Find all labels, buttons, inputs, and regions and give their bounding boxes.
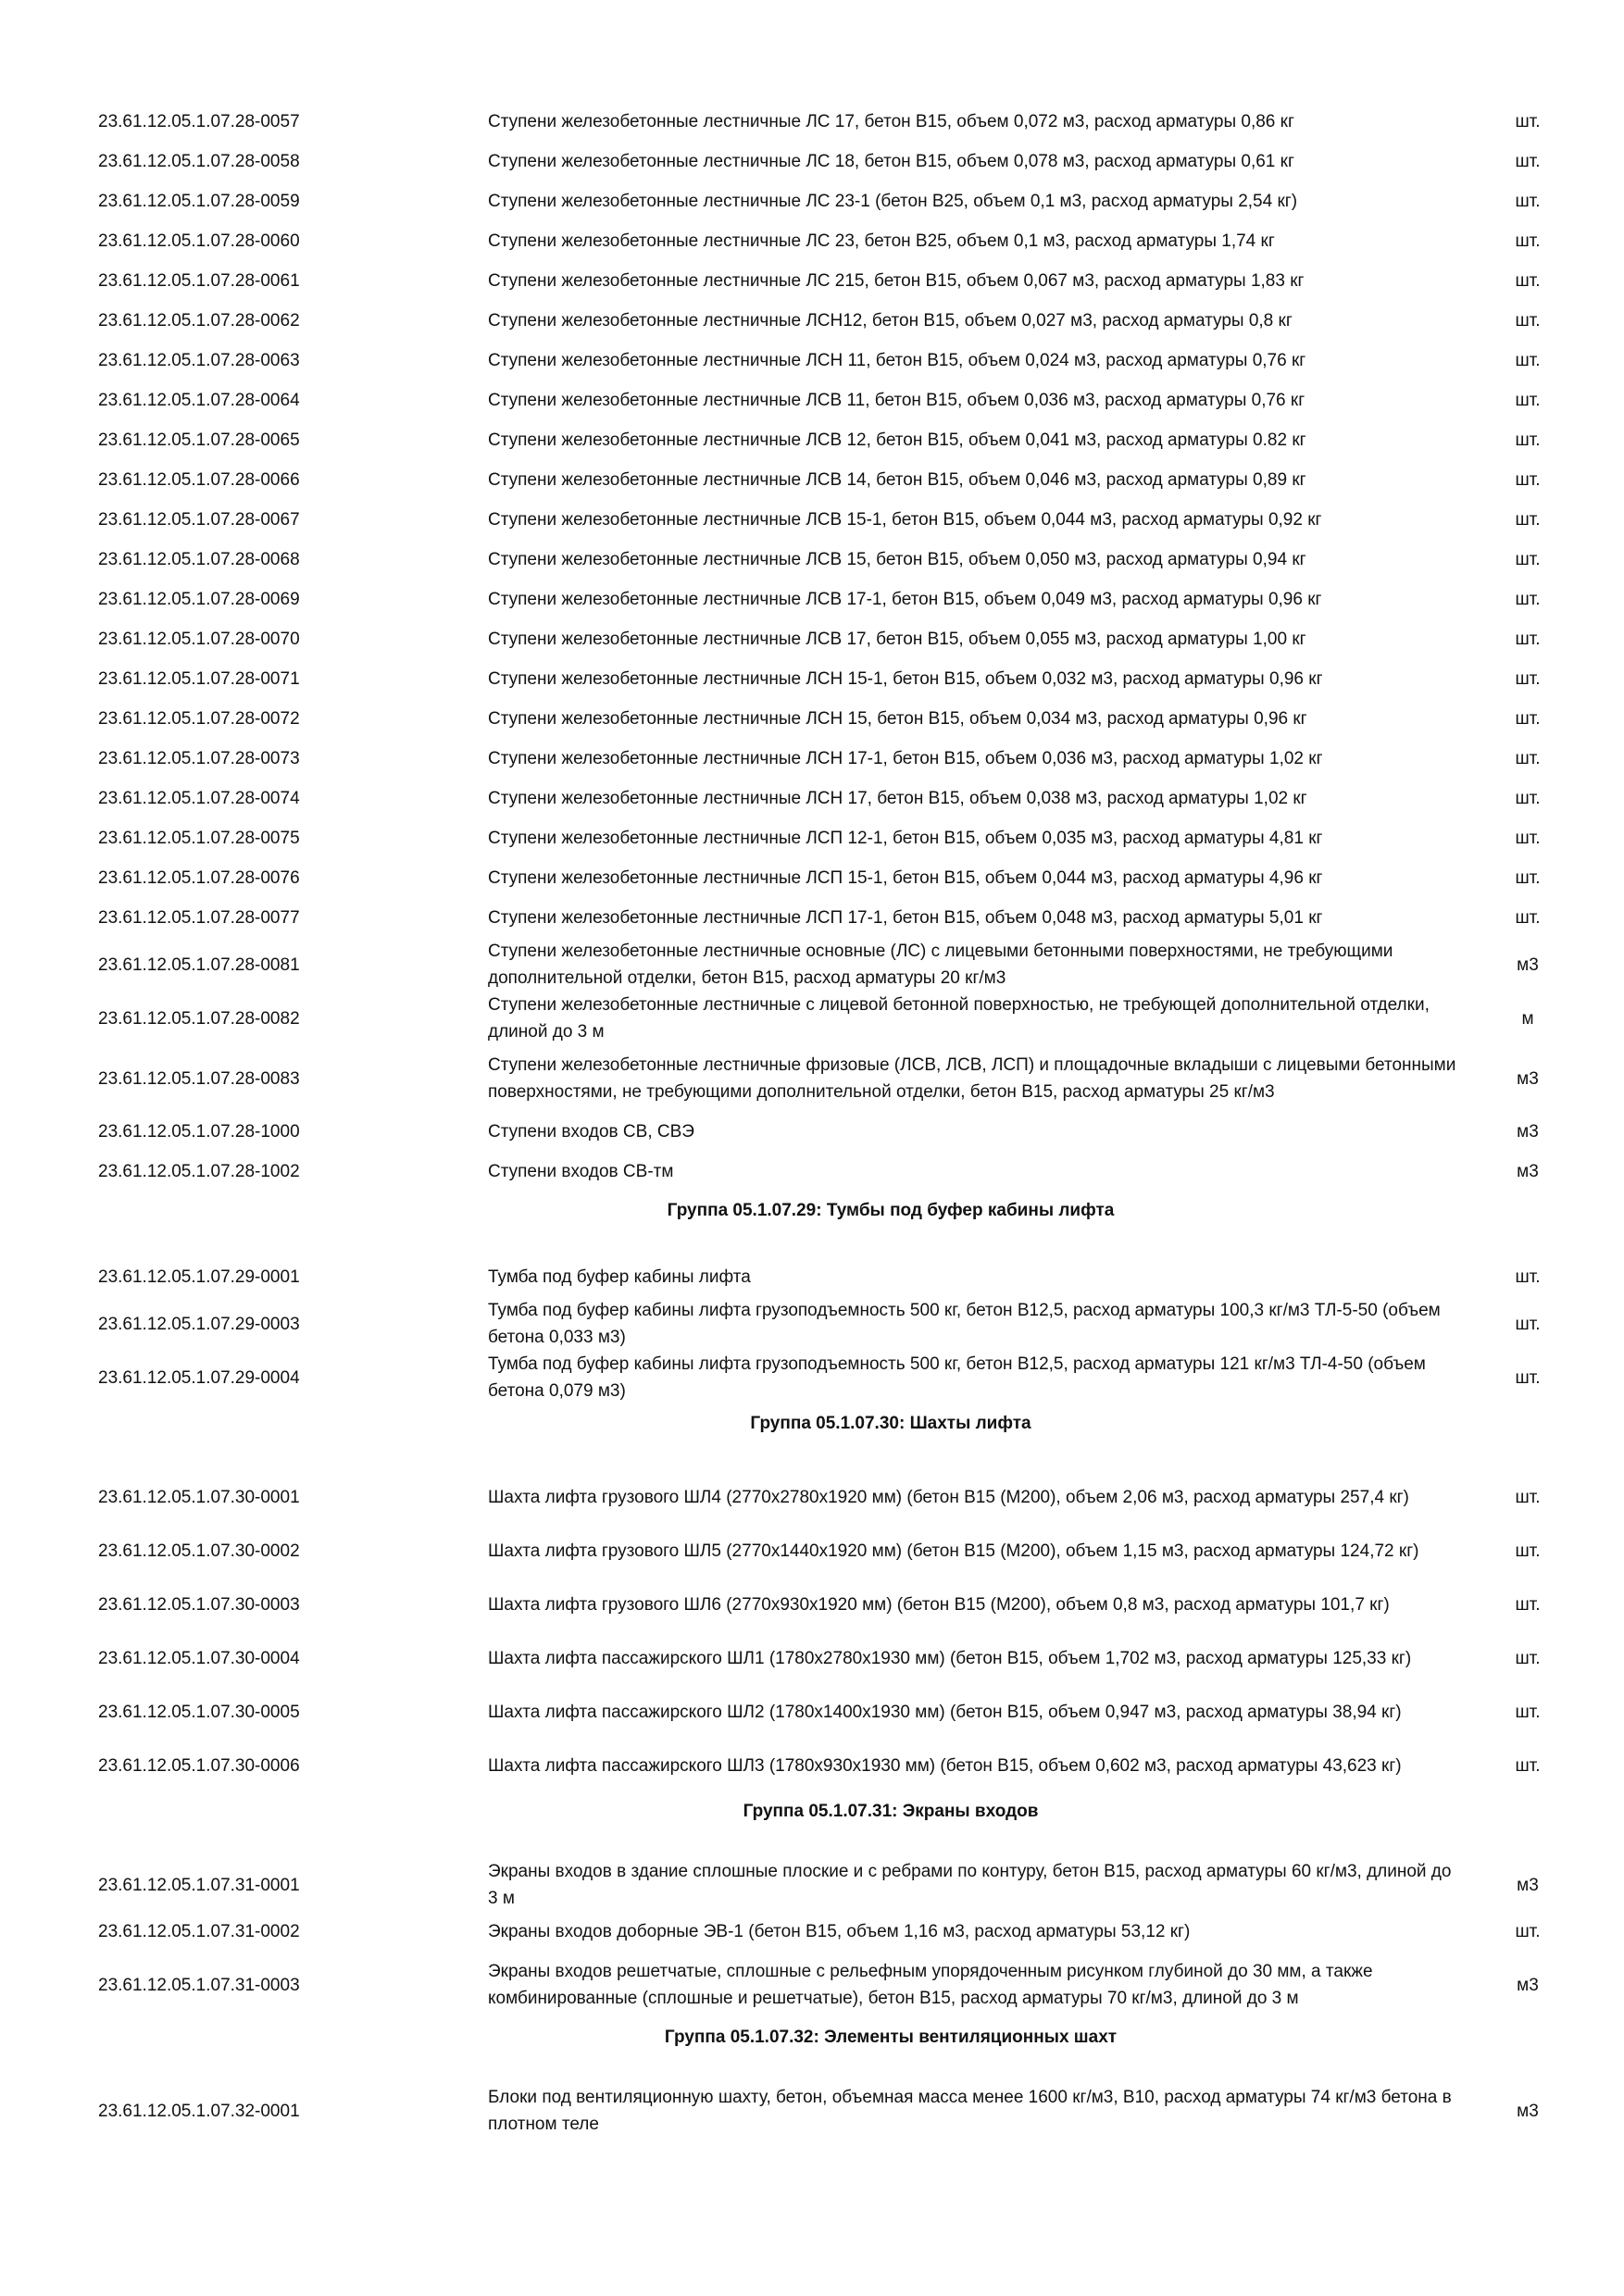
item-code: 23.61.12.05.1.07.28-0072	[98, 709, 300, 729]
item-description: Ступени железобетонные лестничные основные (ЛС) с лицевыми бетонными поверхностями, не требующими дополнительной отделки, бетон B15, расход арматуры 20 кг/м3	[488, 942, 1393, 988]
item-unit: шт.	[1515, 391, 1541, 410]
table-row	[0, 500, 1624, 540]
item-description: Ступени железобетонные лестничные ЛСН12, бетон B15, объем 0,027 м3, расход арматуры 0,8 кг	[488, 311, 1293, 331]
item-code: 23.61.12.05.1.07.30-0002	[98, 1541, 300, 1561]
item-unit: м	[1521, 1008, 1534, 1029]
item-unit: м3	[1517, 1122, 1539, 1142]
item-unit: шт.	[1515, 470, 1541, 490]
item-code: 23.61.12.05.1.07.28-0060	[98, 231, 300, 251]
item-code: 23.61.12.05.1.07.28-1000	[98, 1122, 300, 1142]
group-heading: Группа 05.1.07.32: Элементы вентиляционных шахт	[664, 2028, 1118, 2047]
item-unit: шт.	[1515, 311, 1541, 331]
item-unit: шт.	[1515, 829, 1541, 848]
item-description: Ступени железобетонные лестничные ЛСВ 17, бетон B15, объем 0,055 м3, расход арматуры 1,00 кг	[488, 630, 1306, 649]
table-row	[0, 420, 1624, 460]
item-description: Ступени железобетонные лестничные ЛСВ 17-1, бетон B15, объем 0,049 м3, расход арматуры 0,96 кг	[488, 590, 1322, 609]
item-unit: шт.	[1515, 1267, 1541, 1287]
item-code: 23.61.12.05.1.07.31-0002	[98, 1922, 300, 1941]
item-unit: шт.	[1515, 231, 1541, 251]
item-description: Шахта лифта пассажирского ШЛ3 (1780х930х1930 мм) (бетон B15, объем 0,602 м3, расход арматуры 43,623 кг)	[488, 1755, 1402, 1776]
item-code: 23.61.12.05.1.07.29-0001	[98, 1267, 300, 1287]
item-unit: шт.	[1515, 1594, 1541, 1615]
item-description: Ступени железобетонные лестничные ЛС 23, бетон B25, объем 0,1 м3, расход арматуры 1,74 кг	[488, 231, 1275, 251]
item-code: 23.61.12.05.1.07.28-0068	[98, 550, 300, 569]
item-code: 23.61.12.05.1.07.28-0069	[98, 590, 300, 609]
item-code: 23.61.12.05.1.07.32-0001	[98, 2101, 300, 2121]
table-row	[0, 619, 1624, 659]
table-row	[0, 460, 1624, 500]
item-unit: шт.	[1515, 430, 1541, 450]
item-description: Шахта лифта грузового ШЛ6 (2770х930х1920 мм) (бетон B15 (М200), объем 0,8 м3, расход арматуры 101,7 кг)	[488, 1594, 1390, 1615]
item-code: 23.61.12.05.1.07.28-0066	[98, 470, 300, 490]
table-row	[0, 580, 1624, 619]
item-code: 23.61.12.05.1.07.28-0059	[98, 192, 300, 211]
group-heading: Группа 05.1.07.30: Шахты лифта	[750, 1414, 1031, 1433]
table-row	[0, 1351, 1624, 1404]
table-row	[0, 1912, 1624, 1952]
item-description: Шахта лифта грузового ШЛ5 (2770х1440х1920 мм) (бетон B15 (М200), объем 1,15 м3, расход арматуры 124,72 кг)	[488, 1541, 1419, 1561]
item-description: Ступени железобетонные лестничные ЛСН 17, бетон B15, объем 0,038 м3, расход арматуры 1,02 кг	[488, 789, 1307, 808]
item-description: Ступени железобетонные лестничные ЛСН 15, бетон B15, объем 0,034 м3, расход арматуры 0,96 кг	[488, 709, 1307, 729]
group-heading: Группа 05.1.07.31: Экраны входов	[743, 1802, 1039, 1821]
table-row	[0, 779, 1624, 818]
item-unit: шт.	[1515, 1648, 1541, 1668]
item-description: Ступени железобетонные лестничные ЛСП 15-1, бетон B15, объем 0,044 м3, расход арматуры 4,96 кг	[488, 868, 1323, 888]
item-code: 23.61.12.05.1.07.28-0070	[98, 630, 300, 649]
group-heading-row	[0, 1798, 1624, 1852]
item-unit: м3	[1517, 1875, 1539, 1895]
item-unit: м3	[1517, 2101, 1539, 2121]
item-description: Ступени железобетонные лестничные ЛСП 17-1, бетон B15, объем 0,048 м3, расход арматуры 5,01 кг	[488, 908, 1323, 928]
group-heading-row	[0, 1410, 1624, 1464]
group-heading-row	[0, 1197, 1624, 1251]
table-row	[0, 221, 1624, 261]
item-code: 23.61.12.05.1.07.28-0082	[98, 1008, 300, 1029]
item-description: Экраны входов в здание сплошные плоские и с ребрами по контуру, бетон B15, расход арматуры 60 кг/м3, длиной до 3 м	[488, 1862, 1452, 1908]
item-description: Ступени железобетонные лестничные ЛСВ 11, бетон B15, объем 0,036 м3, расход арматуры 0,76 кг	[488, 391, 1305, 410]
item-description: Ступени железобетонные лестничные ЛСН 11, бетон B15, объем 0,024 м3, расход арматуры 0,76 кг	[488, 351, 1306, 370]
item-description: Ступени железобетонные лестничные ЛС 215, бетон B15, объем 0,067 м3, расход арматуры 1,83 кг	[488, 271, 1305, 291]
item-description: Ступени железобетонные лестничные ЛСВ 12, бетон B15, объем 0,041 м3, расход арматуры 0.82 кг	[488, 430, 1306, 450]
item-unit: м3	[1517, 955, 1539, 975]
table-row	[0, 699, 1624, 739]
item-code: 23.61.12.05.1.07.28-0064	[98, 391, 300, 410]
item-code: 23.61.12.05.1.07.31-0003	[98, 1975, 300, 1995]
item-description: Ступени входов СВ, СВЭ	[488, 1122, 694, 1142]
item-description: Ступени железобетонные лестничные ЛС 18, бетон B15, объем 0,078 м3, расход арматуры 0,61 кг	[488, 152, 1294, 171]
table-row	[0, 261, 1624, 301]
item-description: Ступени железобетонные лестничные ЛСН 17-1, бетон B15, объем 0,036 м3, расход арматуры 1,02 кг	[488, 749, 1323, 768]
table-row	[0, 1152, 1624, 1192]
item-description: Тумба под буфер кабины лифта грузоподъемность 500 кг, бетон B12,5, расход арматуры 100,3 кг/м3 ТЛ-5-50 (объем бетона 0,033 м3)	[488, 1301, 1441, 1347]
item-unit: шт.	[1515, 1541, 1541, 1561]
item-unit: шт.	[1515, 669, 1541, 689]
item-unit: шт.	[1515, 709, 1541, 729]
item-code: 23.61.12.05.1.07.30-0003	[98, 1594, 300, 1615]
item-description: Ступени железобетонные лестничные фризовые (ЛСВ, ЛСВ, ЛСП) и площадочные вкладыши с лицевыми бетонными поверхностями, не требующими дополнительной отделки, бетон B15, расход арматуры 25 кг/м3	[488, 1055, 1456, 1102]
item-code: 23.61.12.05.1.07.28-0057	[98, 112, 300, 131]
item-description: Экраны входов доборные ЭВ-1 (бетон B15, объем 1,16 м3, расход арматуры 53,12 кг)	[488, 1922, 1191, 1941]
item-code: 23.61.12.05.1.07.30-0006	[98, 1755, 300, 1776]
table-row	[0, 1952, 1624, 2018]
item-code: 23.61.12.05.1.07.28-0073	[98, 749, 300, 768]
item-code: 23.61.12.05.1.07.28-0067	[98, 510, 300, 530]
item-description: Блоки под вентиляционную шахту, бетон, объемная масса менее 1600 кг/м3, B10, расход арматуры 74 кг/м3 бетона в плотном теле	[488, 2088, 1452, 2134]
item-description: Ступени железобетонные лестничные ЛС 23-1 (бетон B25, объем 0,1 м3, расход арматуры 2,54 кг)	[488, 192, 1298, 211]
table-row	[0, 1858, 1624, 1912]
item-code: 23.61.12.05.1.07.29-0004	[98, 1367, 300, 1388]
item-unit: шт.	[1515, 510, 1541, 530]
table-row	[0, 540, 1624, 580]
item-description: Ступени железобетонные лестничные ЛСН 15-1, бетон B15, объем 0,032 м3, расход арматуры 0,96 кг	[488, 669, 1323, 689]
item-code: 23.61.12.05.1.07.28-0062	[98, 311, 300, 331]
item-description: Ступени железобетонные лестничные ЛСВ 15-1, бетон B15, объем 0,044 м3, расход арматуры 0,92 кг	[488, 510, 1322, 530]
item-description: Шахта лифта пассажирского ШЛ1 (1780х2780х1930 мм) (бетон B15, объем 1,702 м3, расход арматуры 125,33 кг)	[488, 1648, 1412, 1668]
table-row	[0, 2084, 1624, 2138]
table-row	[0, 142, 1624, 181]
item-description: Шахта лифта пассажирского ШЛ2 (1780х1400х1930 мм) (бетон B15, объем 0,947 м3, расход арматуры 38,94 кг)	[488, 1702, 1402, 1722]
table-row	[0, 1524, 1624, 1578]
item-unit: шт.	[1515, 630, 1541, 649]
table-row	[0, 1112, 1624, 1152]
item-code: 23.61.12.05.1.07.28-0061	[98, 271, 300, 291]
item-unit: шт.	[1515, 271, 1541, 291]
item-code: 23.61.12.05.1.07.28-0074	[98, 789, 300, 808]
item-code: 23.61.12.05.1.07.28-0071	[98, 669, 300, 689]
item-code: 23.61.12.05.1.07.29-0003	[98, 1314, 300, 1334]
table-row	[0, 1297, 1624, 1351]
item-code: 23.61.12.05.1.07.28-0058	[98, 152, 300, 171]
item-description: Ступени железобетонные лестничные ЛСП 12-1, бетон B15, объем 0,035 м3, расход арматуры 4,81 кг	[488, 829, 1323, 848]
item-unit: шт.	[1515, 1755, 1541, 1776]
item-unit: шт.	[1515, 1314, 1541, 1334]
item-unit: шт.	[1515, 152, 1541, 171]
table-row	[0, 898, 1624, 938]
item-code: 23.61.12.05.1.07.28-1002	[98, 1162, 300, 1181]
item-unit: шт.	[1515, 749, 1541, 768]
item-description: Тумба под буфер кабины лифта грузоподъемность 500 кг, бетон B12,5, расход арматуры 121 кг/м3 ТЛ-4-50 (объем бетона 0,079 м3)	[488, 1354, 1426, 1401]
item-description: Ступени железобетонные лестничные ЛС 17, бетон B15, объем 0,072 м3, расход арматуры 0,86 кг	[488, 112, 1294, 131]
table-row	[0, 739, 1624, 779]
table-row	[0, 659, 1624, 699]
item-unit: шт.	[1515, 789, 1541, 808]
item-unit: шт.	[1515, 192, 1541, 211]
table-row	[0, 1578, 1624, 1631]
item-code: 23.61.12.05.1.07.28-0075	[98, 829, 300, 848]
item-description: Ступени железобетонные лестничные с лицевой бетонной поверхностью, не требующей дополнительной отделки, длиной до 3 м	[488, 995, 1430, 1042]
item-unit: шт.	[1515, 1487, 1541, 1507]
item-unit: шт.	[1515, 112, 1541, 131]
item-unit: м3	[1517, 1068, 1539, 1089]
item-unit: шт.	[1515, 1922, 1541, 1941]
table-row	[0, 938, 1624, 992]
item-unit: шт.	[1515, 1367, 1541, 1388]
table-row	[0, 381, 1624, 420]
group-heading: Группа 05.1.07.29: Тумбы под буфер кабины лифта	[667, 1201, 1115, 1220]
item-unit: шт.	[1515, 908, 1541, 928]
item-code: 23.61.12.05.1.07.30-0001	[98, 1487, 300, 1507]
table-row	[0, 1045, 1624, 1112]
item-unit: шт.	[1515, 590, 1541, 609]
table-row	[0, 992, 1624, 1045]
item-unit: шт.	[1515, 550, 1541, 569]
item-description: Ступени железобетонные лестничные ЛСВ 14, бетон B15, объем 0,046 м3, расход арматуры 0,89 кг	[488, 470, 1306, 490]
item-unit: шт.	[1515, 868, 1541, 888]
item-description: Тумба под буфер кабины лифта	[488, 1267, 751, 1287]
table-row	[0, 1257, 1624, 1297]
item-code: 23.61.12.05.1.07.28-0077	[98, 908, 300, 928]
item-description: Ступени железобетонные лестничные ЛСВ 15, бетон B15, объем 0,050 м3, расход арматуры 0,94 кг	[488, 550, 1306, 569]
table-row	[0, 181, 1624, 221]
table-row	[0, 1685, 1624, 1739]
item-code: 23.61.12.05.1.07.28-0083	[98, 1068, 300, 1089]
table-row	[0, 818, 1624, 858]
item-unit: шт.	[1515, 351, 1541, 370]
table-row	[0, 1631, 1624, 1685]
item-code: 23.61.12.05.1.07.28-0063	[98, 351, 300, 370]
item-code: 23.61.12.05.1.07.31-0001	[98, 1875, 300, 1895]
table-row	[0, 858, 1624, 898]
item-code: 23.61.12.05.1.07.28-0081	[98, 955, 300, 975]
table-row	[0, 1739, 1624, 1792]
table-row	[0, 102, 1624, 142]
table-row	[0, 1470, 1624, 1524]
item-code: 23.61.12.05.1.07.28-0065	[98, 430, 300, 450]
table-row	[0, 341, 1624, 381]
item-unit: м3	[1517, 1162, 1539, 1181]
item-code: 23.61.12.05.1.07.28-0076	[98, 868, 300, 888]
item-code: 23.61.12.05.1.07.30-0004	[98, 1648, 300, 1668]
group-heading-row	[0, 2024, 1624, 2078]
item-description: Шахта лифта грузового ШЛ4 (2770х2780х1920 мм) (бетон B15 (М200), объем 2,06 м3, расход арматуры 257,4 кг)	[488, 1487, 1409, 1507]
item-code: 23.61.12.05.1.07.30-0005	[98, 1702, 300, 1722]
table-row	[0, 301, 1624, 341]
item-unit: шт.	[1515, 1702, 1541, 1722]
item-unit: м3	[1517, 1975, 1539, 1995]
item-description: Ступени входов СВ-тм	[488, 1162, 674, 1181]
item-description: Экраны входов решетчатые, сплошные с рельефным упорядоченным рисунком глубиной до 30 мм, а также комбинированные (сплошные и решетчатые), бетон B15, расход арматуры 70 кг/м3, длиной до 3 м	[488, 1962, 1373, 2008]
